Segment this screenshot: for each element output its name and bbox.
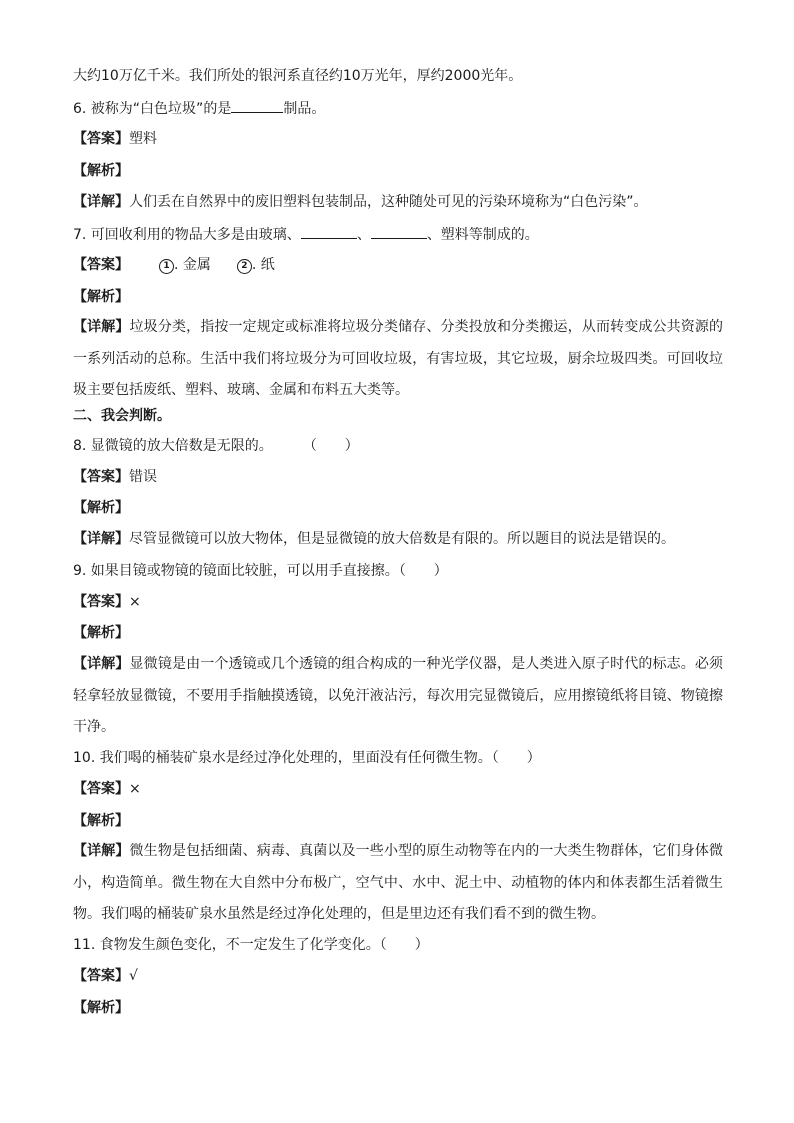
analysis-tag: 【解析】 <box>73 163 129 179</box>
answer-parentheses: （ ） <box>491 750 541 766</box>
answer-parentheses: （ ） <box>302 438 359 454</box>
question-10 <box>73 748 541 768</box>
question-text: 制品。 <box>283 101 326 117</box>
detail-tag: 【详解】 <box>73 194 129 210</box>
detail-10 <box>73 836 723 931</box>
question-text: 10. 我们喝的桶装矿泉水是经过净化处理的，里面没有任何微生物。 <box>73 750 492 766</box>
answer-blank <box>231 98 283 113</box>
answer-tag: 【答案】 <box>73 131 129 147</box>
question-text: 7. 可回收利用的物品大多是由玻璃、 <box>73 227 301 243</box>
detail-tag: 【详解】 <box>73 531 129 547</box>
question-7 <box>73 224 539 245</box>
answer-blank <box>301 224 357 239</box>
answer-text: . 纸 <box>251 257 275 273</box>
answer-tag: 【答案】 <box>73 469 129 485</box>
analysis-tag: 【解析】 <box>73 1000 129 1016</box>
answer-text: × <box>129 594 141 610</box>
analysis-tag: 【解析】 <box>73 813 129 829</box>
answer-tag: 【答案】 <box>73 257 129 273</box>
answer-9 <box>73 592 141 612</box>
question-8 <box>73 436 359 456</box>
answer-10 <box>73 779 141 799</box>
text-line: 大约10万亿千米。我们所处的银河系直径约10万光年，厚约2000光年。 <box>73 68 523 84</box>
detail-text: 垃圾分类，指按一定规定或标准将垃圾分类储存、分类投放和分类搬运，从而转变成公共资源的一系列活动的总称。生活中我们将垃圾分为可回收垃圾，有害垃圾，其它垃圾，厨余垃圾四类。可回收垃圾主要包括废纸、塑料、玻璃、金属和布料五大类等。 <box>73 319 724 399</box>
answer-text: 错误 <box>129 469 157 485</box>
question-11 <box>73 935 429 955</box>
answer-7 <box>73 255 275 275</box>
answer-blank <box>371 224 427 239</box>
detail-tag: 【详解】 <box>73 656 130 672</box>
answer-8 <box>73 467 157 487</box>
detail-text: 人们丢在自然界中的废旧塑料包装制品，这种随处可见的污染环境称为“白色污染”。 <box>129 194 648 210</box>
answer-text: √ <box>129 968 138 984</box>
question-9 <box>73 561 448 581</box>
question-text: 、塑料等制成的。 <box>426 227 539 243</box>
answer-parentheses: （ ） <box>379 937 429 953</box>
analysis-tag: 【解析】 <box>73 500 129 516</box>
detail-6 <box>73 192 648 212</box>
question-text: 9. 如果目镜或物镜的镜面比较脏，可以用手直接擦。 <box>73 563 399 579</box>
question-text: 、 <box>356 227 371 243</box>
section-heading: 二、我会判断。 <box>73 408 171 424</box>
answer-text: × <box>129 781 141 797</box>
answer-text: . 金属 <box>174 257 211 273</box>
analysis-tag: 【解析】 <box>73 289 129 305</box>
answer-tag: 【答案】 <box>73 968 129 984</box>
answer-text: 塑料 <box>129 131 157 147</box>
circled-number-marker: 2 <box>237 259 252 274</box>
detail-8 <box>73 529 675 549</box>
detail-tag: 【详解】 <box>73 319 130 335</box>
question-text: 8. 显微镜的放大倍数是无限的。 <box>73 438 273 454</box>
question-text: 11. 食物发生颜色变化，不一定发生了化学变化。 <box>73 937 380 953</box>
question-6 <box>73 98 325 119</box>
detail-tag: 【详解】 <box>73 843 130 859</box>
analysis-tag: 【解析】 <box>73 625 129 641</box>
detail-text: 微生物是包括细菌、病毒、真菌以及一些小型的原生动物等在内的一大类生物群体，它们身体微小，构造简单。微生物在大自然中分布极广，空气中、水中、泥土中、动植物的体内和体表都生活着微生物。我们喝的桶装矿泉水虽然是经过净化处理的，但是里边还有我们看不到的微生物。 <box>73 843 724 923</box>
answer-parentheses: （ ） <box>398 563 448 579</box>
answer-6 <box>73 129 157 149</box>
detail-9 <box>73 649 723 744</box>
detail-text: 显微镜是由一个透镜或几个透镜的组合构成的一种光学仪器，是人类进入原子时代的标志。必须轻拿轻放显微镜，不要用手指触摸透镜，以免汗液沾污，每次用完显微镜后，应用擦镜纸将目镜、物镜擦干净。 <box>73 656 724 736</box>
detail-text: 尽管显微镜可以放大物体，但是显微镜的放大倍数是有限的。所以题目的说法是错误的。 <box>129 531 675 547</box>
answer-11 <box>73 966 138 986</box>
question-text: 6. 被称为“白色垃圾”的是 <box>73 101 232 117</box>
detail-7 <box>73 312 723 407</box>
answer-tag: 【答案】 <box>73 594 129 610</box>
circled-number-marker: 1 <box>159 259 174 274</box>
answer-tag: 【答案】 <box>73 781 129 797</box>
